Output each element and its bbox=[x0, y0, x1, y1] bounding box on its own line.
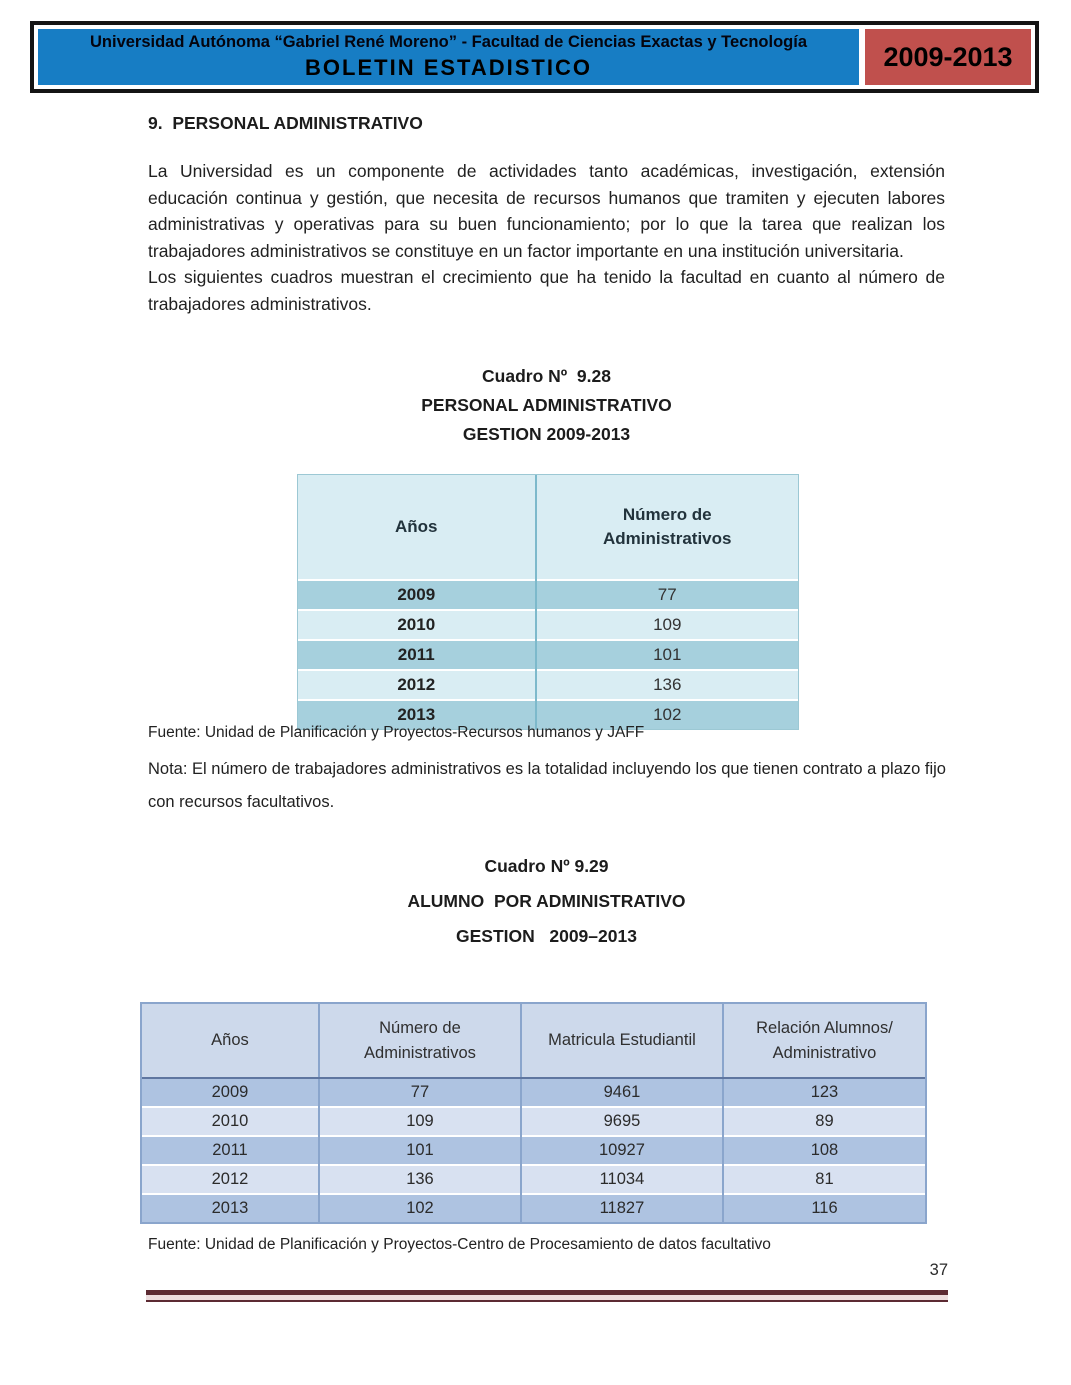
section-heading: 9. PERSONAL ADMINISTRATIVO bbox=[148, 113, 423, 133]
year-cell: 2012 bbox=[298, 670, 536, 700]
value-cell: 11034 bbox=[521, 1165, 723, 1194]
value-cell: 108 bbox=[723, 1136, 925, 1165]
year-cell: 2011 bbox=[142, 1136, 319, 1165]
year-cell: 2010 bbox=[142, 1107, 319, 1136]
body-text bbox=[148, 158, 945, 317]
year-cell: 2013 bbox=[298, 700, 536, 729]
table2-title-line3: GESTION 2009–2013 bbox=[456, 926, 637, 946]
paragraph-1: La Universidad es un componente de actividades tanto académicas, investigación, extensión educación continua y gestión, que necesita de recursos humanos que tramiten y ejecuten labores administrativas y operativas para su buen funcionamiento; por lo que la tarea que realizan los trabajadores administrativos se constituye en un factor importante en una institución universitaria. bbox=[148, 161, 945, 261]
value-cell: 101 bbox=[319, 1136, 521, 1165]
table2-source-note: Fuente: Unidad de Planificación y Proyectos-Centro de Procesamiento de datos facultativo bbox=[148, 1236, 771, 1253]
value-cell: 101 bbox=[536, 640, 799, 670]
table-row bbox=[142, 1165, 925, 1194]
table2-title-line2: ALUMNO POR ADMINISTRATIVO bbox=[407, 891, 686, 911]
table-row bbox=[142, 1107, 925, 1136]
table2-header-row bbox=[142, 1004, 925, 1078]
table1 bbox=[297, 474, 799, 730]
table1-nota: Nota: El número de trabajadores administrativos es la totalidad incluyendo los que tienen contrato a plazo fijo con recursos facultativos. bbox=[148, 760, 946, 811]
value-cell: 77 bbox=[536, 580, 799, 610]
period-badge bbox=[865, 29, 1031, 85]
table1-title bbox=[148, 362, 945, 449]
table2-header-matricula: Matricula Estudiantil bbox=[521, 1004, 723, 1078]
value-cell: 123 bbox=[723, 1078, 925, 1107]
value-cell: 109 bbox=[319, 1107, 521, 1136]
table2-title bbox=[148, 849, 945, 954]
table-row bbox=[298, 670, 798, 700]
table2-header-numero: Número de Administrativos bbox=[319, 1004, 521, 1078]
value-cell: 9461 bbox=[521, 1078, 723, 1107]
year-cell: 2011 bbox=[298, 640, 536, 670]
table-row bbox=[298, 580, 798, 610]
year-cell: 2012 bbox=[142, 1165, 319, 1194]
table2 bbox=[140, 1002, 927, 1224]
value-cell: 11827 bbox=[521, 1194, 723, 1222]
value-cell: 10927 bbox=[521, 1136, 723, 1165]
value-cell: 136 bbox=[536, 670, 799, 700]
year-cell: 2009 bbox=[298, 580, 536, 610]
table1-title-line3: GESTION 2009-2013 bbox=[462, 424, 631, 444]
bulletin-title: BOLETIN ESTADISTICO bbox=[305, 55, 592, 80]
year-cell: 2013 bbox=[142, 1194, 319, 1222]
table1-title-line2: PERSONAL ADMINISTRATIVO bbox=[421, 395, 672, 415]
footer-rule bbox=[146, 1290, 948, 1302]
value-cell: 102 bbox=[319, 1194, 521, 1222]
value-cell: 102 bbox=[536, 700, 799, 729]
table1-header-anios: Años bbox=[298, 475, 536, 580]
table1-title-line1: Cuadro Nº 9.28 bbox=[482, 366, 611, 386]
value-cell: 136 bbox=[319, 1165, 521, 1194]
header-title-block bbox=[38, 29, 859, 85]
table-row bbox=[142, 1078, 925, 1107]
value-cell: 77 bbox=[319, 1078, 521, 1107]
value-cell: 81 bbox=[723, 1165, 925, 1194]
table1-header-row bbox=[298, 475, 798, 580]
table1-header-numero: Número de Administrativos bbox=[536, 475, 799, 580]
table-row bbox=[298, 640, 798, 670]
table-row bbox=[142, 1136, 925, 1165]
table2-header-anios: Años bbox=[142, 1004, 319, 1078]
page-number: 37 bbox=[929, 1261, 948, 1279]
period-label: 2009-2013 bbox=[883, 41, 1013, 72]
value-cell: 109 bbox=[536, 610, 799, 640]
year-cell: 2010 bbox=[298, 610, 536, 640]
value-cell: 89 bbox=[723, 1107, 925, 1136]
value-cell: 9695 bbox=[521, 1107, 723, 1136]
table2-header-relacion: Relación Alumnos/ Administrativo bbox=[723, 1004, 925, 1078]
university-name: Universidad Autónoma “Gabriel René Moreno” - Facultad de Ciencias Exactas y Tecnología bbox=[89, 33, 807, 51]
year-cell: 2009 bbox=[142, 1078, 319, 1107]
table2-title-line1: Cuadro Nº 9.29 bbox=[484, 856, 609, 876]
paragraph-2: Los siguientes cuadros muestran el crecimiento que ha tenido la facultad en cuanto al número de trabajadores administrativos. bbox=[148, 267, 945, 314]
document-header bbox=[30, 21, 1039, 93]
table1-source-note: Fuente: Unidad de Planificación y Proyectos-Recursos humanos y JAFF bbox=[148, 724, 645, 741]
table-row bbox=[298, 610, 798, 640]
value-cell: 116 bbox=[723, 1194, 925, 1222]
table-row bbox=[142, 1194, 925, 1222]
